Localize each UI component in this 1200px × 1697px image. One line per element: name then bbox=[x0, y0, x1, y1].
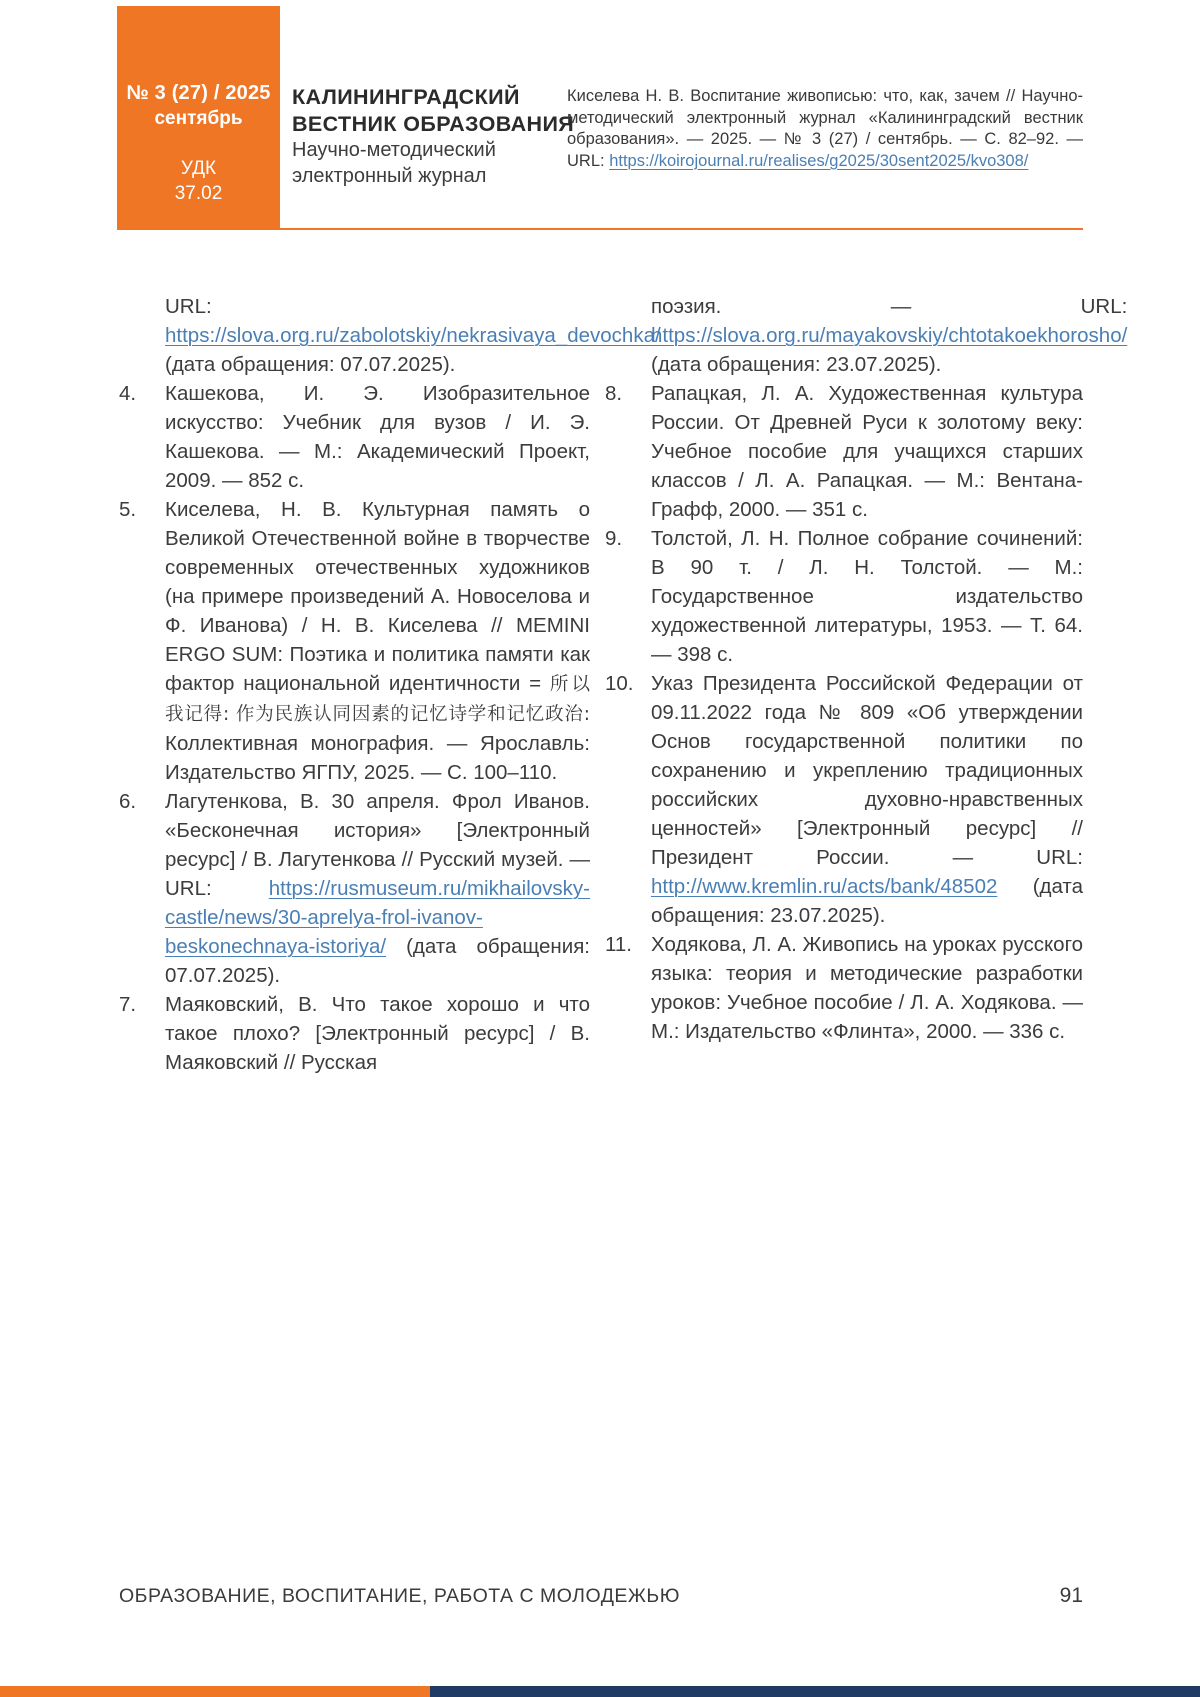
reference-text-segment: Указ Президента Российской Федерации от 09.11.2022 года № 809 «Об утверждении Основ государственной политики по сохранению и укреплению традиционных российских духовно-нравственных ценностей» [Электронный ресурс] // Президент России. — URL: bbox=[651, 672, 1083, 869]
reference-number bbox=[119, 292, 165, 379]
journal-subtitle-line2: электронный журнал bbox=[292, 164, 487, 187]
journal-title-line1: КАЛИНИНГРАДСКИЙ bbox=[292, 85, 520, 109]
bottom-color-bar bbox=[0, 1686, 1200, 1697]
journal-subtitle-line1: Научно-методический bbox=[292, 139, 496, 161]
reference-text bbox=[651, 669, 1083, 930]
reference-item bbox=[605, 379, 1083, 524]
reference-item bbox=[119, 495, 590, 787]
page-number: 91 bbox=[1059, 1584, 1083, 1607]
reference-number: 9. bbox=[605, 527, 623, 550]
issue-month: сентябрь bbox=[154, 108, 243, 129]
journal-title-line2: ВЕСТНИК ОБРАЗОВАНИЯ bbox=[292, 112, 575, 136]
reference-text-segment: Ходякова, Л. А. Живопись на уроках русского языка: теория и методические разработки уроков: Учебное пособие / Л. А. Ходякова. — М.: Издательство «Флинта», 2000. — 336 с. bbox=[651, 933, 1083, 1043]
reference-text-segment: 所以我记得: 作为民族认同因素的记忆诗学和记忆政治: bbox=[165, 674, 590, 725]
reference-link[interactable]: https://rusmuseum.ru/mikhailovsky-castle/news/30-aprelya-frol-ivanov-beskonechnaya-istoriya/ bbox=[165, 877, 590, 958]
article-citation bbox=[567, 86, 1083, 172]
reference-text-segment: Толстой, Л. Н. Полное собрание сочинений: В 90 т. / Л. Н. Толстой. — М.: Государственное издательство художественной литературы, 1953. — Т. 64. — 398 с. bbox=[651, 527, 1083, 666]
references-column-left bbox=[119, 292, 661, 1077]
reference-item bbox=[605, 930, 1083, 1046]
issue-info-box bbox=[117, 6, 280, 230]
reference-text-segment: Рапацкая, Л. А. Художественная культура России. От Древней Руси к золотому веку: Учебное пособие для учащихся старших классов / Л. А. Рапацкая. — М.: Вентана-Графф, 2000. — 351 с. bbox=[651, 382, 1083, 521]
reference-text bbox=[651, 379, 1083, 524]
reference-text bbox=[651, 292, 1127, 379]
reference-text bbox=[651, 524, 1083, 669]
reference-text-segment: (дата обращения: 07.07.2025). bbox=[165, 353, 456, 376]
reference-text-segment: Кашекова, И. Э. Изобразительное искусство: Учебник для вузов / И. Э. Кашекова. — М.: Академический Проект, 2009. — 852 с. bbox=[165, 382, 590, 492]
reference-item bbox=[119, 990, 590, 1077]
reference-item bbox=[119, 379, 590, 495]
reference-item bbox=[119, 787, 590, 990]
reference-text-segment: Киселева, Н. В. Культурная память о Великой Отечественной войне в творчестве современных отечественных художников (на примере произведений А. Новоселова и Ф. Иванова) / Н. В. Киселева // MEMINI ERGO SUM: Поэтика и политика памяти как фактор национальной идентичности = bbox=[165, 498, 590, 695]
bottom-bar-orange-segment bbox=[0, 1686, 430, 1697]
reference-text bbox=[165, 379, 590, 495]
page-footer bbox=[119, 1584, 1083, 1608]
journal-title-block bbox=[292, 84, 574, 189]
reference-item bbox=[605, 292, 1128, 379]
udk-value: 37.02 bbox=[174, 183, 223, 204]
reference-link[interactable]: https://slova.org.ru/zabolotskiy/nekrasivaya_devochka/ bbox=[165, 324, 661, 347]
reference-text-segment: (дата обращения: 23.07.2025). bbox=[651, 353, 942, 376]
reference-text bbox=[651, 930, 1083, 1046]
reference-link[interactable]: https://slova.org.ru/mayakovskiy/chtotakoekhorosho/ bbox=[651, 324, 1128, 347]
header-divider bbox=[117, 228, 1083, 230]
reference-number: 11. bbox=[605, 933, 632, 956]
reference-text-segment: URL: bbox=[165, 295, 212, 318]
reference-text-segment: (дата обращения: 23.07.2025). bbox=[651, 875, 1083, 927]
reference-text bbox=[165, 787, 590, 990]
reference-item bbox=[605, 669, 1083, 930]
bottom-bar-navy-segment bbox=[430, 1686, 1200, 1697]
issue-number: № 3 (27) / 2025 bbox=[126, 82, 271, 104]
reference-text bbox=[165, 990, 590, 1077]
reference-text bbox=[165, 495, 590, 787]
reference-text-segment: поэзия. — URL: bbox=[651, 295, 1128, 318]
udk-label: УДК bbox=[180, 158, 217, 179]
reference-number: 6. bbox=[119, 790, 137, 813]
reference-item bbox=[605, 524, 1083, 669]
reference-number: 7. bbox=[119, 993, 137, 1016]
reference-text-segment: Лагутенкова, В. 30 апреля. Фрол Иванов. «Бесконечная история» [Электронный ресурс] / В. Лагутенкова // Русский музей. — URL: bbox=[165, 790, 590, 900]
section-title: ОБРАЗОВАНИЕ, ВОСПИТАНИЕ, РАБОТА С МОЛОДЕЖЬЮ bbox=[119, 1585, 680, 1607]
citation-url-link[interactable]: https://koirojournal.ru/realises/g2025/30sent2025/kvo308/ bbox=[609, 151, 1029, 170]
references-column-right bbox=[605, 292, 1128, 1046]
reference-link[interactable]: http://www.kremlin.ru/acts/bank/48502 bbox=[651, 875, 998, 898]
reference-number: 4. bbox=[119, 382, 137, 405]
reference-number bbox=[605, 292, 651, 379]
reference-text-segment: Коллективная монография. — Ярославль: Издательство ЯГПУ, 2025. — С. 100–110. bbox=[165, 732, 590, 784]
reference-text-segment: (дата обращения: 07.07.2025). bbox=[165, 935, 590, 987]
reference-item bbox=[119, 292, 661, 379]
reference-number: 10. bbox=[605, 672, 634, 695]
reference-text bbox=[165, 292, 661, 379]
reference-number: 5. bbox=[119, 498, 137, 521]
reference-number: 8. bbox=[605, 382, 623, 405]
citation-text: Киселева Н. В. Воспитание живописью: что, как, зачем // Научно-методический электронный журнал «Калининградский вестник образования». — 2025. — № 3 (27) / сентябрь. — С. 82–92. — URL: bbox=[567, 87, 1083, 170]
reference-text-segment: Маяковский, В. Что такое хорошо и что такое плохо? [Электронный ресурс] / В. Маяковский // Русская bbox=[165, 993, 590, 1074]
